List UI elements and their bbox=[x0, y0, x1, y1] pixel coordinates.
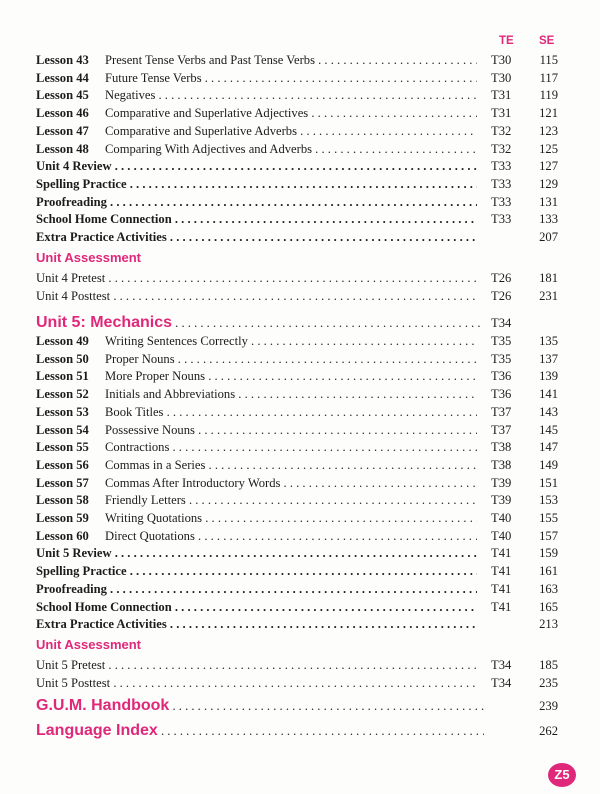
toc-row bbox=[36, 70, 558, 87]
te-page: T31 bbox=[491, 106, 512, 121]
toc-row bbox=[36, 211, 558, 228]
te-page: T36 bbox=[491, 387, 512, 402]
lesson-title: Future Tense Verbs bbox=[105, 70, 202, 85]
se-page: 147 bbox=[539, 440, 558, 455]
toc-row bbox=[36, 123, 558, 140]
se-page: 157 bbox=[539, 528, 558, 543]
toc-row bbox=[36, 657, 558, 674]
lesson-title: Commas After Introductory Words bbox=[105, 475, 281, 490]
se-page: 129 bbox=[539, 176, 558, 191]
te-page: T34 bbox=[491, 316, 512, 330]
lesson-title: Book Titles bbox=[105, 404, 164, 419]
toc-row bbox=[36, 439, 558, 456]
handbook-title: G.U.M. Handbook bbox=[36, 697, 170, 714]
te-page: T40 bbox=[491, 511, 512, 525]
se-page: 119 bbox=[539, 88, 558, 103]
se-page: 139 bbox=[539, 369, 558, 384]
toc-row bbox=[36, 270, 558, 287]
toc-row bbox=[36, 404, 558, 421]
toc-row bbox=[36, 351, 558, 368]
lesson-number: Lesson 50 bbox=[36, 351, 89, 366]
lesson-title: Direct Quotations bbox=[105, 528, 195, 543]
se-page: 231 bbox=[539, 288, 558, 303]
lesson-number: Lesson 58 bbox=[36, 493, 89, 508]
lesson-title: Comparing With Adjectives and Adverbs bbox=[105, 141, 313, 156]
lesson-number: Lesson 56 bbox=[36, 457, 89, 472]
se-page: 125 bbox=[539, 141, 558, 156]
lesson-number: Lesson 52 bbox=[36, 387, 89, 402]
toc-row bbox=[36, 52, 558, 69]
te-page: T30 bbox=[491, 53, 512, 67]
lesson-number: Lesson 60 bbox=[36, 528, 89, 543]
se-page: 127 bbox=[539, 159, 558, 174]
entry-title: Unit 4 Pretest . . . bbox=[36, 270, 477, 287]
lesson-title: Present Tense Verbs and Past Tense Verbs bbox=[105, 53, 315, 67]
te-page: T37 bbox=[491, 422, 512, 437]
lesson-title: Comparative and Superlative Adjectives bbox=[105, 106, 309, 121]
te-page: T41 bbox=[491, 564, 512, 579]
te-page: T26 bbox=[491, 271, 512, 285]
toc-row bbox=[36, 563, 558, 580]
se-page: 135 bbox=[539, 334, 558, 348]
entry-title: School Home Connection . . . bbox=[36, 599, 477, 616]
column-header-se: SE bbox=[539, 35, 555, 47]
entry-title: Spelling Practice . . . bbox=[36, 563, 477, 580]
entry-title: Extra Practice Activities . . . bbox=[36, 229, 477, 246]
se-page: 141 bbox=[539, 387, 558, 402]
se-page: 155 bbox=[539, 511, 558, 525]
index-title: Language Index bbox=[36, 722, 158, 739]
lesson-number: Lesson 53 bbox=[36, 404, 89, 419]
te-page: T41 bbox=[491, 581, 512, 596]
lesson-number: Lesson 55 bbox=[36, 440, 89, 455]
toc-row bbox=[36, 288, 558, 305]
lesson-title: Commas in a Series bbox=[105, 457, 206, 472]
lesson-title: Initials and Abbreviations bbox=[105, 387, 236, 402]
toc-row bbox=[36, 176, 558, 193]
column-header-te: TE bbox=[499, 35, 514, 47]
toc-row bbox=[36, 510, 558, 527]
te-page: T35 bbox=[491, 351, 512, 366]
se-page: 117 bbox=[539, 70, 558, 85]
te-page: T38 bbox=[491, 440, 512, 455]
te-page: T33 bbox=[491, 176, 512, 191]
entry-title: Unit 5 Pretest . . . bbox=[36, 657, 477, 674]
toc-row bbox=[36, 492, 558, 509]
toc-row bbox=[36, 599, 558, 616]
lesson-number: Lesson 59 bbox=[36, 511, 89, 525]
te-page: T32 bbox=[491, 123, 512, 138]
lesson-number: Lesson 46 bbox=[36, 106, 89, 121]
lesson-number: Lesson 43 bbox=[36, 53, 89, 67]
lesson-title: More Proper Nouns bbox=[105, 369, 206, 384]
se-page: 161 bbox=[539, 564, 558, 579]
te-page: T35 bbox=[491, 334, 512, 348]
toc-row bbox=[36, 158, 558, 175]
toc-row bbox=[36, 528, 558, 545]
se-page: 235 bbox=[539, 675, 558, 690]
lesson-title: Contractions bbox=[105, 440, 170, 455]
se-page: 181 bbox=[539, 271, 558, 285]
se-page: 133 bbox=[539, 212, 558, 227]
lesson-number: Lesson 54 bbox=[36, 422, 89, 437]
te-page: T36 bbox=[491, 369, 512, 384]
te-page: T37 bbox=[491, 404, 512, 419]
lesson-title: Writing Quotations bbox=[105, 511, 203, 525]
se-page: 121 bbox=[539, 106, 558, 121]
lesson-title: Comparative and Superlative Adverbs bbox=[105, 123, 298, 138]
toc-row bbox=[36, 675, 558, 692]
te-page: T33 bbox=[491, 159, 512, 174]
te-page: T32 bbox=[491, 141, 512, 156]
toc-row bbox=[36, 386, 558, 403]
entry-title: Unit 5 Posttest . . . bbox=[36, 675, 477, 692]
se-page: 185 bbox=[539, 658, 558, 672]
se-page: 123 bbox=[539, 123, 558, 138]
se-page: 151 bbox=[539, 475, 558, 490]
entry-title: School Home Connection . . . bbox=[36, 211, 477, 228]
te-page: T26 bbox=[491, 288, 512, 303]
toc-row bbox=[36, 87, 558, 104]
se-page: 163 bbox=[539, 581, 558, 596]
lesson-title: Writing Sentences Correctly bbox=[105, 334, 248, 348]
se-page: 262 bbox=[539, 724, 558, 738]
lesson-number: Lesson 48 bbox=[36, 141, 89, 156]
handbook-row bbox=[36, 695, 558, 717]
te-page: T34 bbox=[491, 675, 512, 690]
se-page: 115 bbox=[539, 53, 558, 67]
te-page: T33 bbox=[491, 194, 512, 209]
page-number-badge: Z5 bbox=[548, 763, 576, 787]
lesson-number: Lesson 47 bbox=[36, 123, 89, 138]
se-page: 137 bbox=[539, 351, 558, 366]
te-page: T41 bbox=[491, 546, 512, 561]
se-page: 143 bbox=[539, 404, 558, 419]
se-page: 149 bbox=[539, 457, 558, 472]
lesson-number: Lesson 49 bbox=[36, 334, 89, 348]
toc-row bbox=[36, 545, 558, 562]
entry-title: Unit 5 Review . . . bbox=[36, 545, 477, 562]
toc-row bbox=[36, 368, 558, 385]
se-page: 145 bbox=[539, 422, 558, 437]
te-page: T30 bbox=[491, 70, 512, 85]
lesson-title: Proper Nouns bbox=[105, 351, 175, 366]
te-page: T39 bbox=[491, 475, 512, 490]
se-page: 239 bbox=[539, 699, 558, 713]
entry-title: Unit 4 Review . . . bbox=[36, 158, 477, 175]
index-row bbox=[36, 720, 558, 742]
se-page: 207 bbox=[539, 230, 558, 244]
toc-row bbox=[36, 457, 558, 474]
te-page: T40 bbox=[491, 528, 512, 543]
lesson-title: Friendly Letters bbox=[105, 493, 186, 508]
lesson-number: Lesson 57 bbox=[36, 475, 89, 490]
entry-title: Extra Practice Activities . . . bbox=[36, 616, 477, 633]
toc-row bbox=[36, 333, 558, 350]
te-page: T33 bbox=[491, 212, 512, 227]
lesson-number: Lesson 51 bbox=[36, 369, 89, 384]
entry-title: Proofreading . . . bbox=[36, 581, 477, 598]
toc-row bbox=[36, 229, 558, 246]
toc-row bbox=[36, 422, 558, 439]
unit-assessment-heading: Unit Assessment bbox=[36, 250, 141, 265]
unit-title-row bbox=[36, 312, 558, 334]
entry-title: Proofreading . . . bbox=[36, 194, 477, 211]
te-page: T38 bbox=[491, 457, 512, 472]
unit-title: Unit 5: Mechanics bbox=[36, 314, 173, 331]
te-page: T31 bbox=[491, 88, 512, 103]
toc-row bbox=[36, 475, 558, 492]
te-page: T41 bbox=[491, 599, 512, 614]
entry-title: Spelling Practice . . . bbox=[36, 176, 477, 193]
unit-assessment-heading: Unit Assessment bbox=[36, 637, 141, 652]
lesson-title: Possessive Nouns bbox=[105, 422, 195, 437]
te-page: T39 bbox=[491, 493, 512, 508]
toc-row bbox=[36, 141, 558, 158]
se-page: 131 bbox=[539, 194, 558, 209]
se-page: 165 bbox=[539, 599, 558, 614]
se-page: 153 bbox=[539, 493, 558, 508]
lesson-number: Lesson 44 bbox=[36, 70, 89, 85]
toc-row bbox=[36, 194, 558, 211]
se-page: 159 bbox=[539, 546, 558, 561]
toc-row bbox=[36, 581, 558, 598]
lesson-number: Lesson 45 bbox=[36, 88, 89, 103]
lesson-title: Negatives bbox=[105, 88, 156, 103]
te-page: T34 bbox=[491, 658, 512, 672]
toc-row bbox=[36, 105, 558, 122]
se-page: 213 bbox=[539, 617, 558, 632]
toc-row bbox=[36, 616, 558, 633]
entry-title: Unit 4 Posttest . . . bbox=[36, 288, 477, 305]
